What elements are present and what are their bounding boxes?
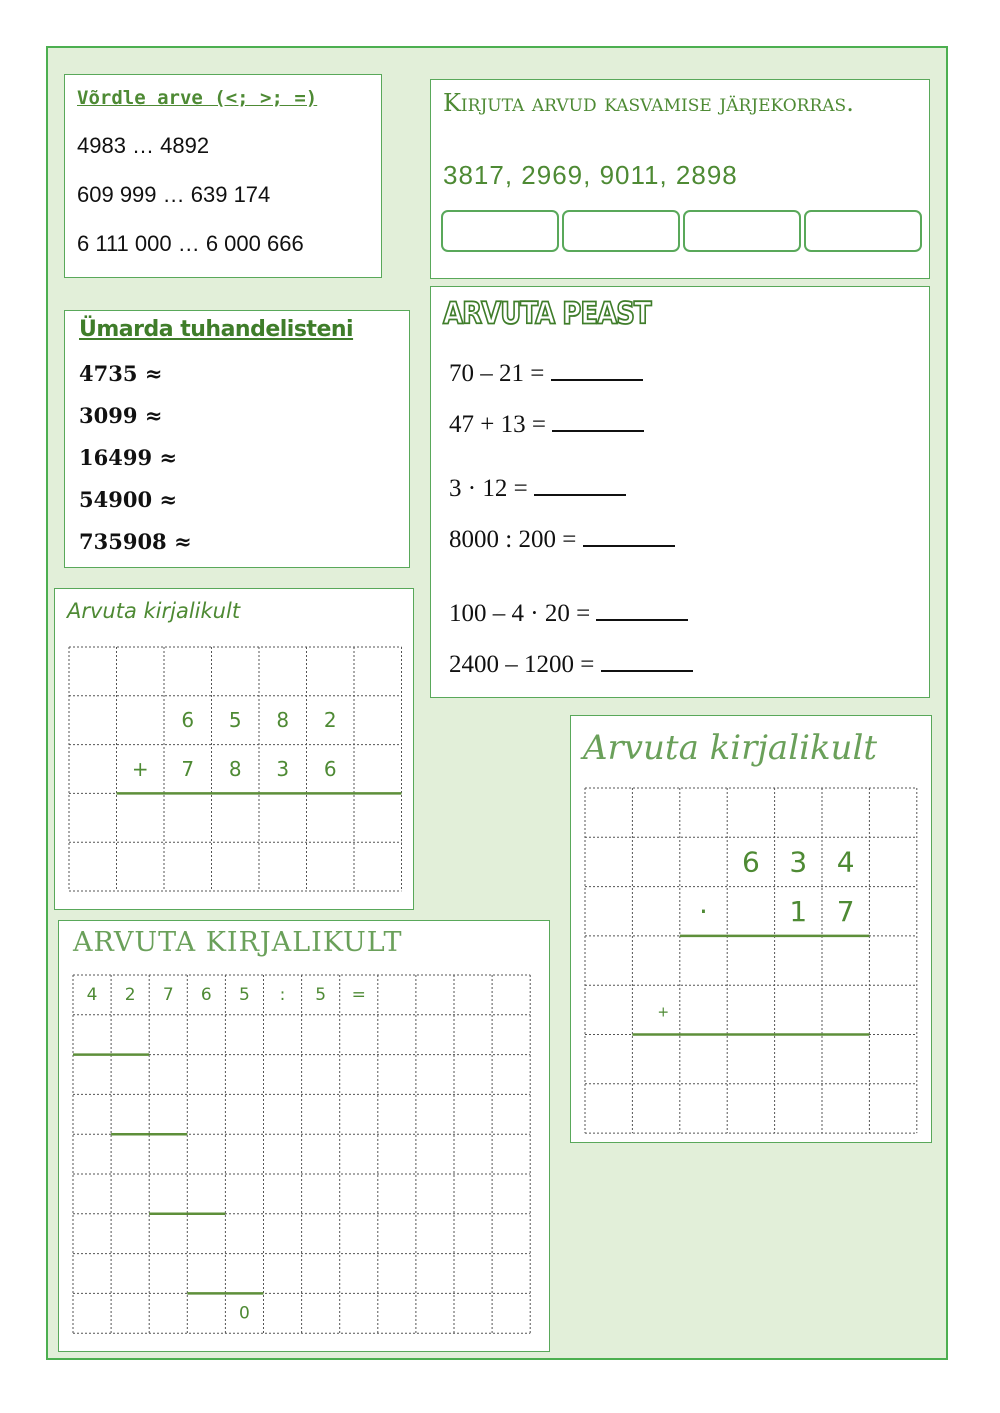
answer-box-4[interactable]: [804, 210, 922, 252]
answer-box-3[interactable]: [683, 210, 801, 252]
written-multiplication-box: [570, 715, 932, 1143]
compare-row: 6 111 000 … 6 000 666: [77, 231, 304, 256]
grid-digit: 6: [741, 845, 760, 879]
rounding-row: 4735 ≈: [79, 361, 163, 386]
answer-blank[interactable]: [583, 525, 675, 547]
answer-box-1[interactable]: [441, 210, 559, 252]
grid-digit: 7: [836, 894, 855, 928]
grid-digit: 2: [323, 708, 337, 733]
mental-expression: 3 · 12 =: [449, 475, 528, 502]
grid-digit: 7: [162, 984, 174, 1005]
sort-title: Kirjuta arvud kasvamise järjekorras.: [443, 89, 854, 117]
mental-expression: 2400 – 1200 =: [449, 651, 595, 678]
plus-sign: +: [657, 1004, 670, 1021]
sort-numbers: 3817, 2969, 9011, 2898: [443, 160, 738, 190]
answer-blank[interactable]: [596, 599, 688, 621]
answer-blank[interactable]: [601, 650, 693, 672]
answer-box-2[interactable]: [562, 210, 680, 252]
grid-digit: 8: [276, 708, 290, 733]
sort-numbers-box: [430, 79, 930, 279]
rounding-row: 735908 ≈: [79, 529, 192, 554]
grid-digit: 4: [86, 984, 98, 1005]
compare-numbers-box: [64, 74, 382, 278]
written-division-box: [58, 920, 550, 1352]
multiplication-grid[interactable]: [571, 716, 933, 1144]
grid-digit: ·: [699, 894, 708, 928]
grid-digit: 5: [315, 984, 327, 1005]
grid-digit: 5: [228, 708, 242, 733]
grid-digit: 8: [228, 757, 242, 781]
answer-blank[interactable]: [534, 474, 626, 496]
mental-expression: 70 – 21 =: [449, 360, 545, 387]
mental-expression: 47 + 13 =: [449, 411, 546, 438]
rounding-box: [64, 310, 410, 568]
grid-digit: 7: [181, 757, 195, 781]
compare-row: 4983 … 4892: [77, 133, 210, 158]
grid-digit: =: [351, 984, 366, 1005]
grid-digit: 5: [239, 984, 250, 1005]
grid-digit: 2: [124, 984, 136, 1005]
mental-expression: 8000 : 200 =: [449, 526, 577, 553]
grid-digit: 3: [276, 757, 290, 781]
grid-digit: 1: [789, 894, 808, 928]
written-multiplication-title: Arvuta kirjalikult: [583, 728, 877, 768]
grid-digit: 4: [836, 845, 855, 879]
written-addition-title: Arvuta kirjalikult: [67, 599, 241, 623]
division-grid[interactable]: [59, 921, 551, 1353]
rounding-row: 16499 ≈: [79, 445, 177, 470]
mental-expression: 100 – 4 · 20 =: [449, 600, 591, 627]
grid-digit: +: [131, 757, 149, 781]
grid-digit: 0: [239, 1303, 250, 1324]
grid-digit: 3: [789, 845, 808, 879]
addition-grid[interactable]: [55, 589, 415, 911]
compare-title: Võrdle arve (<; >; =): [77, 87, 318, 109]
rounding-row: 54900 ≈: [79, 487, 177, 512]
written-division-title: ARVUTA KIRJALIKULT: [73, 927, 403, 958]
mental-math-box: [430, 286, 930, 698]
mental-title: ARVUTA PEAST: [443, 297, 651, 332]
compare-row: 609 999 … 639 174: [77, 182, 271, 207]
answer-blank[interactable]: [552, 410, 644, 432]
rounding-row: 3099 ≈: [79, 403, 163, 428]
rounding-title: Ümarda tuhandelisteni: [79, 317, 354, 342]
written-addition-box: [54, 588, 414, 910]
grid-digit: :: [279, 984, 286, 1005]
grid-digit: 6: [323, 757, 337, 781]
answer-blank[interactable]: [551, 359, 643, 381]
grid-digit: 6: [181, 708, 195, 733]
grid-digit: 6: [200, 984, 212, 1005]
